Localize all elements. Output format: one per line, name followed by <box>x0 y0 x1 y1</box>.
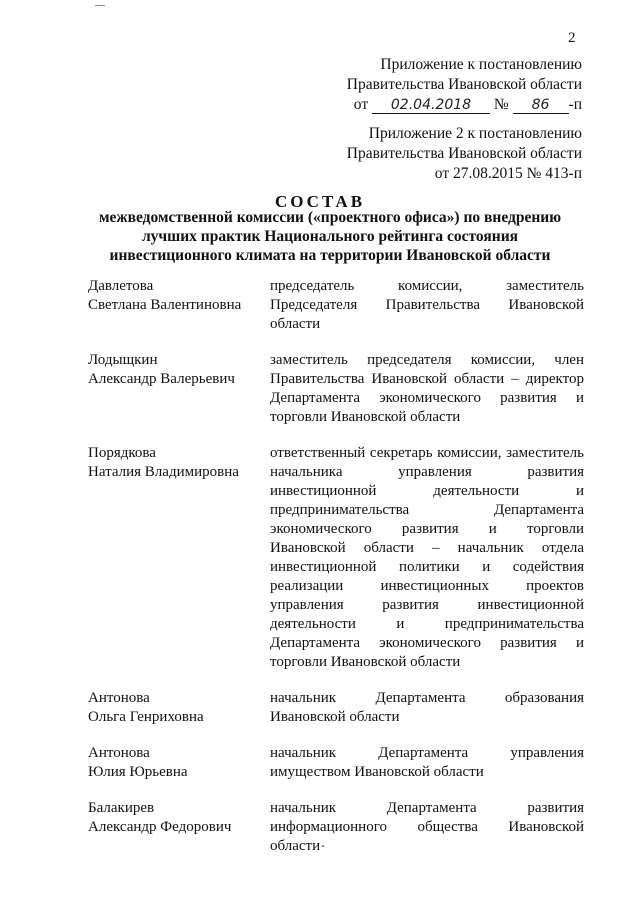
handwritten-date: 02.04.2018 <box>372 97 490 114</box>
commission-members-list <box>88 277 584 873</box>
document-subtitle <box>80 208 580 265</box>
page-number: 2 <box>568 30 576 46</box>
member-role: начальник Департамента управления имуществом Ивановской области <box>270 745 584 780</box>
subtitle-line: инвестиционного климата на территории Ивановской области <box>109 247 551 264</box>
member-entry <box>88 277 584 334</box>
member-given-names: Наталия Владимировна <box>88 464 239 480</box>
subtitle-line: межведомственной комиссии («проектного офиса») по внедрению <box>98 209 562 226</box>
member-name <box>88 277 270 334</box>
member-surname: Балакирев <box>88 800 155 816</box>
member-surname: Антонова <box>88 690 150 706</box>
appendix-line: Приложение к постановлению <box>380 56 582 73</box>
date-prefix: от <box>353 96 369 113</box>
member-surname: Антонова <box>88 745 150 761</box>
member-surname: Лодыщкин <box>88 352 158 368</box>
member-role: председатель комиссии, заместитель Председателя Правительства Ивановской области <box>270 278 584 332</box>
appendix-date-line <box>347 95 582 115</box>
member-role: ответственный секретарь комиссии, заместитель начальника управления развития инвестиционной деятельности и предпринимательства Департамента экономического развития и торговли Ивановской области – начальник отдела инвестиционной политики и содействия реализации инвестиционных проектов управления развития инвестиционной деятельности и предпринимательства Департамента экономического развития и торговли Ивановской области <box>270 445 584 670</box>
member-given-names: Ольга Генриховна <box>88 709 204 725</box>
member-name <box>88 444 270 672</box>
member-entry <box>88 351 584 427</box>
appendix-line: Приложение 2 к постановлению <box>368 125 582 142</box>
member-given-names: Александр Федорович <box>88 819 232 835</box>
member-surname: Порядкова <box>88 445 156 461</box>
handwritten-number: 86 <box>513 97 569 114</box>
appendix-reference <box>347 55 582 115</box>
member-role: начальник Департамента развития информационного общества Ивановской области <box>270 800 584 854</box>
subtitle-line: лучших практик Национального рейтинга состояния <box>141 228 519 245</box>
number-prefix: № <box>493 96 509 113</box>
member-entry <box>88 689 584 727</box>
member-given-names: Светлана Валентиновна <box>88 297 242 313</box>
member-name <box>88 744 270 782</box>
member-entry <box>88 444 584 672</box>
appendix-line: от 27.08.2015 № 413-п <box>434 165 582 182</box>
member-name <box>88 799 270 856</box>
member-given-names: Александр Валерьевич <box>88 371 235 387</box>
appendix-reference-2 <box>347 124 582 184</box>
member-entry <box>88 744 584 782</box>
member-surname: Давлетова <box>88 278 154 294</box>
member-given-names: Юлия Юрьевна <box>88 764 188 780</box>
member-role: начальник Департамента образования Ивановской области <box>270 690 584 725</box>
scan-speck <box>322 845 324 847</box>
member-name <box>88 689 270 727</box>
appendix-line: Правительства Ивановской области <box>346 76 582 93</box>
document-title: СОСТАВ <box>274 192 366 211</box>
member-name <box>88 351 270 427</box>
scan-speck <box>95 5 105 6</box>
member-role: заместитель председателя комиссии, член Правительства Ивановской области – директор Департамента экономического развития и торговли Ивановской области <box>270 352 584 425</box>
number-suffix: -п <box>568 96 582 113</box>
member-entry <box>88 799 584 856</box>
appendix-line: Правительства Ивановской области <box>346 145 582 162</box>
